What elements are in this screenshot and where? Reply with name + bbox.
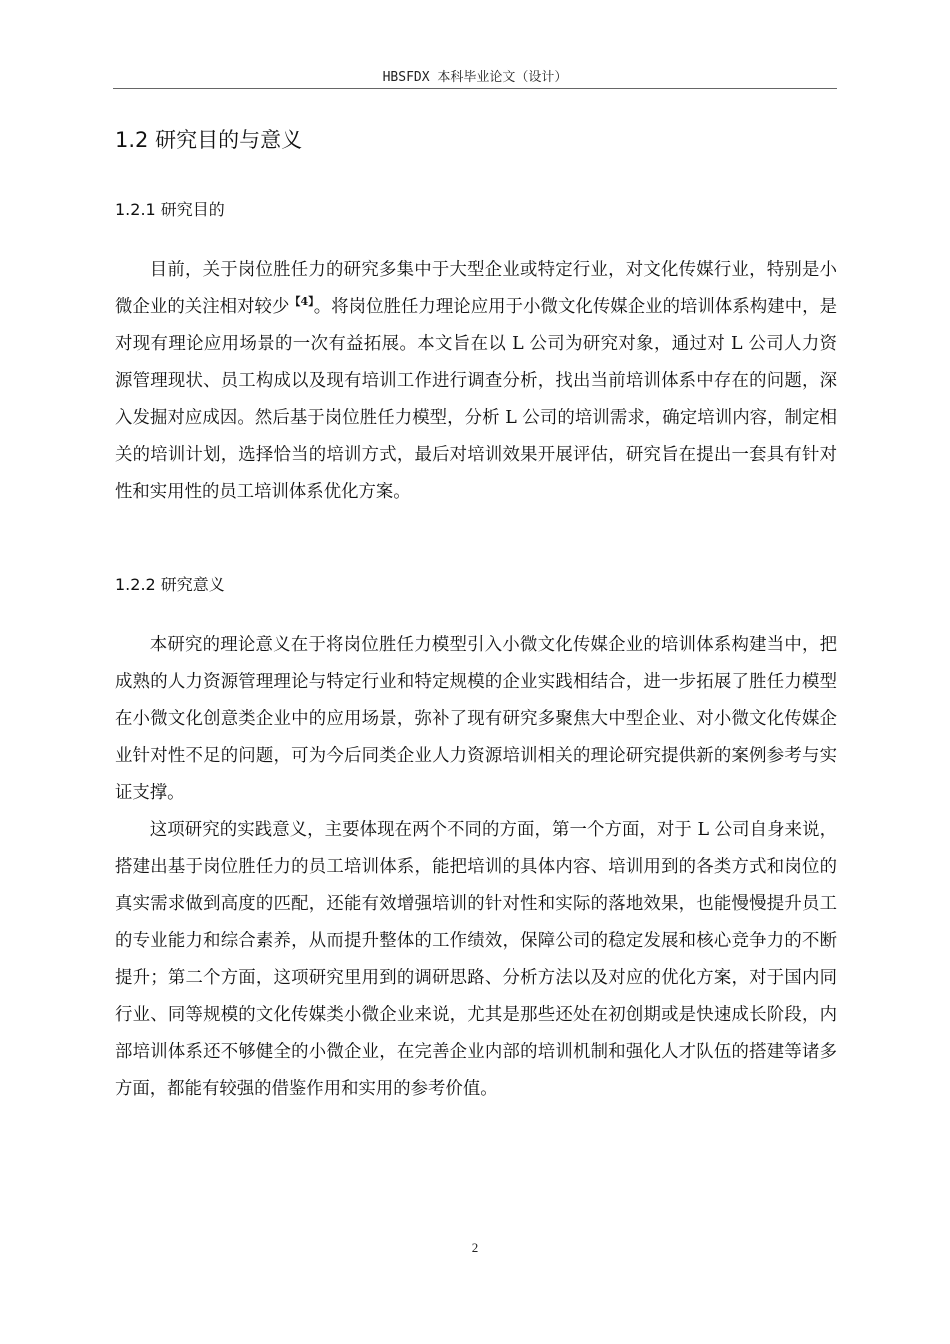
- paragraph-practical-significance: 这项研究的实践意义，主要体现在两个不同的方面，第一个方面，对于 L 公司自身来说，搭建出基于岗位胜任力的员工培训体系，能把培训的具体内容、培训用到的各类方式和岗位的真实需求做到高度的匹配，还能有效增强培训的针对性和实际的落地效果，也能慢慢提升员工的专业能力和综合素养，从而提升整体的工作绩效，保障公司的稳定发展和核心竞争力的不断提升；第二个方面，这项研究里用到的调研思路、分析方法以及对应的优化方案，对于国内同行业、同等规模的文化传媒类小微企业来说，尤其是那些还处在初创期或是快速成长阶段，内部培训体系还不够健全的小微企业，在完善企业内部的培训机制和强化人才队伍的搭建等诸多方面，都能有较强的借鉴作用和实用的参考价值。: [115, 820, 837, 1099]
- paragraph-purpose: [115, 252, 837, 511]
- header-rule: [113, 88, 837, 89]
- subsection-heading-significance: 1.2.2 研究意义: [115, 575, 225, 594]
- section-heading: 1.2 研究目的与意义: [115, 128, 303, 152]
- running-header: HBSFDX 本科毕业论文（设计）: [382, 70, 568, 85]
- citation-marker: 【4】: [289, 295, 314, 309]
- paragraph-theoretical-significance: 本研究的理论意义在于将岗位胜任力模型引入小微文化传媒企业的培训体系构建当中，把成熟的人力资源管理理论与特定行业和特定规模的企业实践相结合，进一步拓展了胜任力模型在小微文化创意类企业中的应用场景，弥补了现有研究多聚焦大中型企业、对小微文化传媒企业针对性不足的问题，可为今后同类企业人力资源培训相关的理论研究提供新的案例参考与实证支撑。: [115, 635, 837, 803]
- subsection-heading-purpose: 1.2.1 研究目的: [115, 200, 225, 219]
- page-number: 2: [471, 1240, 479, 1255]
- paragraph-purpose-text-a: 目前，关于岗位胜任力的研究多集中于大型企业或特定行业，对文化传媒行业，特别是小微企业的关注相对较少: [115, 260, 837, 317]
- paragraph-purpose-text-b: 。将岗位胜任力理论应用于小微文化传媒企业的培训体系构建中，是对现有理论应用场景的一次有益拓展。本文旨在以 L 公司为研究对象，通过对 L 公司人力资源管理现状、员工构成以及现有培训工作进行调查分析，找出当前培训体系中存在的问题，深入发掘对应成因。然后基于岗位胜任力模型，分析 L 公司的培训需求，确定培训内容，制定相关的培训计划，选择恰当的培训方式，最后对培训效果开展评估，研究旨在提出一套具有针对性和实用性的员工培训体系优化方案。: [115, 297, 837, 502]
